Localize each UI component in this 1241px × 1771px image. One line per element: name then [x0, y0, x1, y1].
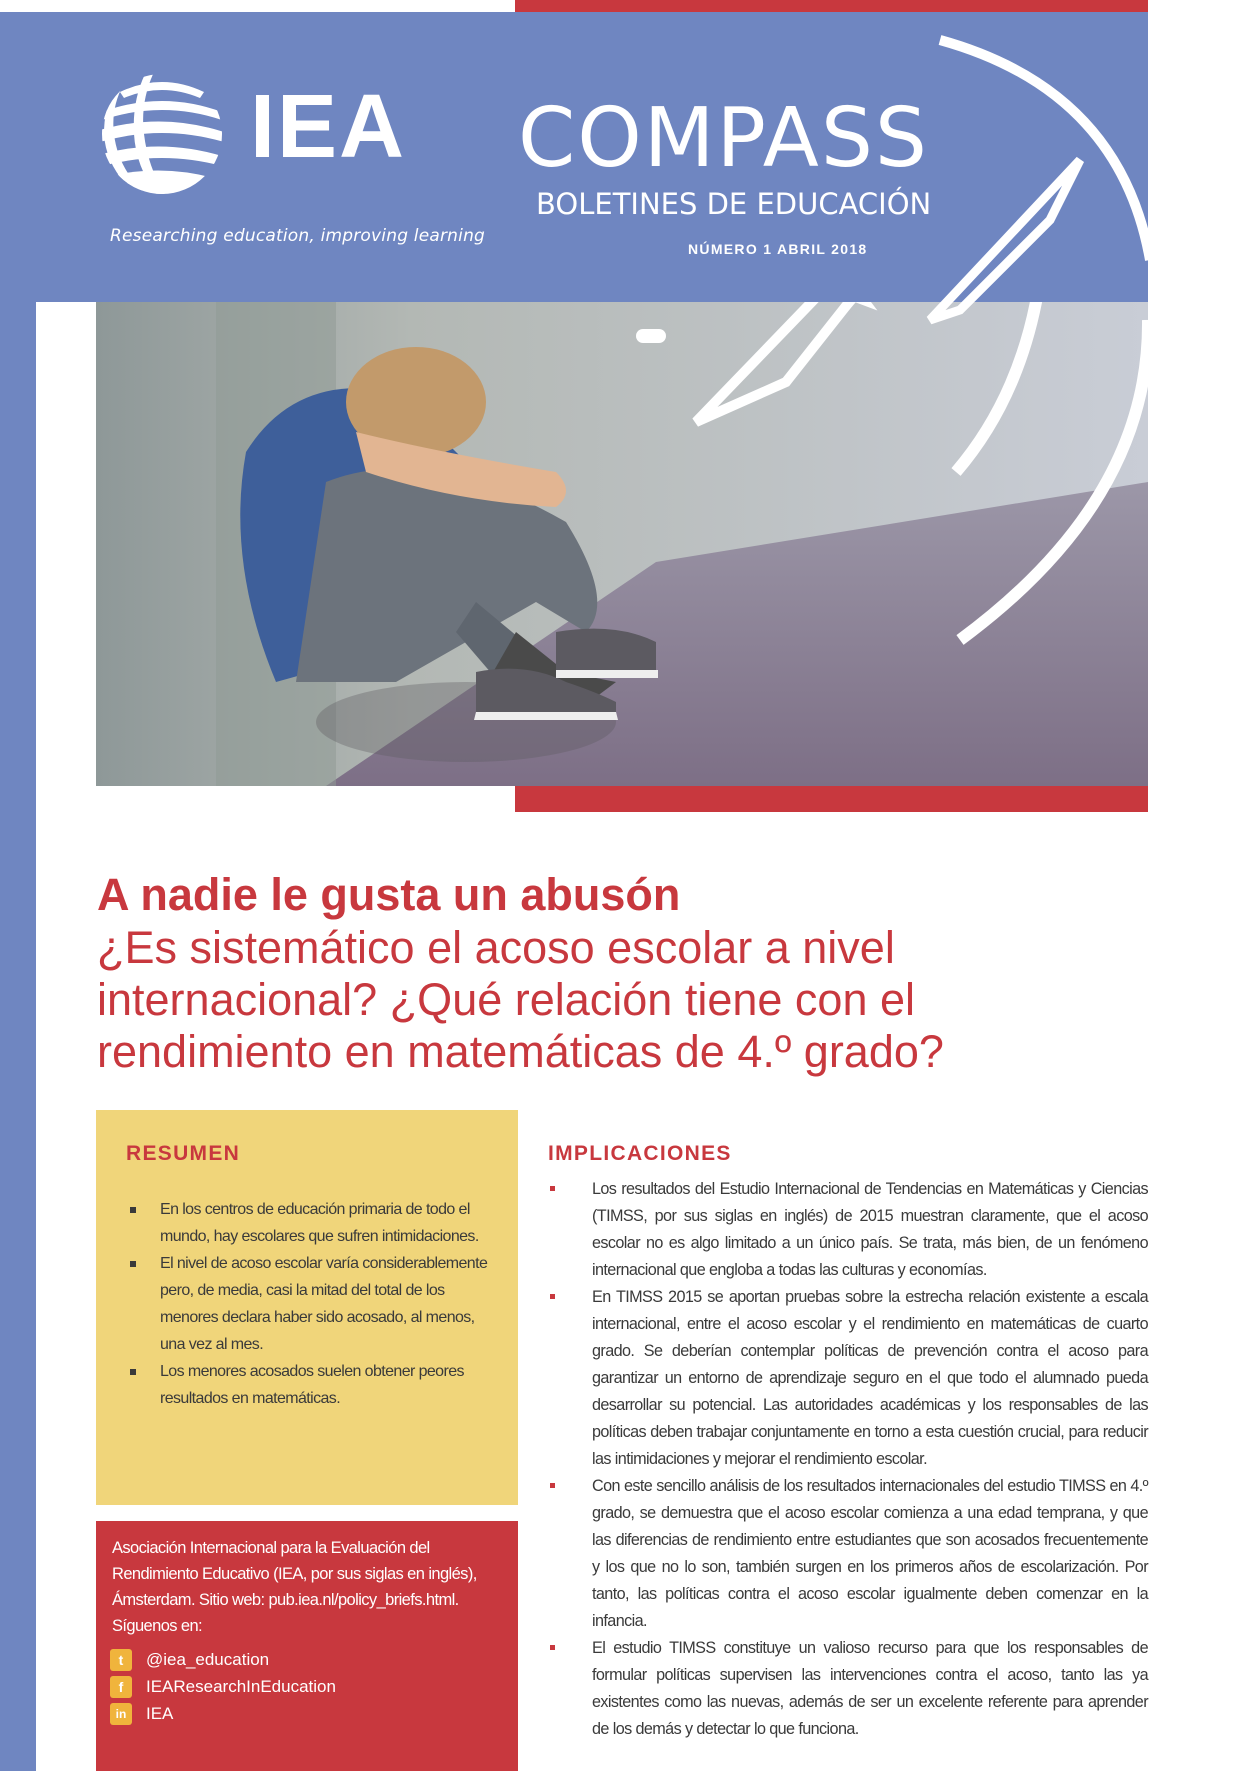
social-label[interactable]: IEAResearchInEducation	[146, 1677, 336, 1696]
summary-item: El nivel de acoso escolar varía considerablemente pero, de media, casi la mitad del total de los menores declara haber sido acosado, al menos, una vez al mes.	[126, 1250, 496, 1358]
social-label[interactable]: IEA	[146, 1704, 174, 1723]
summary-item: En los centros de educación primaria de todo el mundo, hay escolares que sufren intimidaciones.	[126, 1196, 496, 1250]
implications-list	[548, 1176, 1148, 1743]
left-accent-bar	[0, 12, 36, 1771]
summary-list	[126, 1196, 496, 1412]
facebook-icon: f	[110, 1676, 132, 1698]
social-label[interactable]: @iea_education	[146, 1650, 270, 1669]
top-accent-bar	[515, 0, 1148, 12]
left-margin	[36, 302, 96, 1771]
summary-item: Los menores acosados suelen obtener peores resultados en matemáticas.	[126, 1358, 496, 1412]
implication-item: En TIMSS 2015 se aportan pruebas sobre la estrecha relación existente a escala internacional, entre el acoso escolar y el rendimiento en matemáticas de cuarto grado. Se deberían contemplar políticas de prevención contra el acoso para garantizar un entorno de aprendizaje seguro en el que todo el alumnado pueda desarrollar su potencial. Las autoridades académicas y los responsables de las políticas deben trabajar conjuntamente en torno a esta cuestión crucial, para reducir las intimidaciones y mejorar el rendimiento escolar.	[548, 1284, 1148, 1473]
association-box	[96, 1521, 518, 1771]
association-text: Asociación Internacional para la Evaluación del Rendimiento Educativo (IEA, por sus siglas en inglés), Ámsterdam. Sitio web: pub.iea.nl/policy_briefs.html. Síguenos en:	[112, 1539, 477, 1635]
bullet-icon	[550, 1483, 555, 1488]
compass-ring-icon	[900, 20, 1240, 820]
social-linkedin[interactable]	[110, 1703, 173, 1725]
headline-subtitle: ¿Es sistemático el acoso escolar a nivel internacional? ¿Qué relación tiene con el rendimiento en matemáticas de 4.º grado?	[97, 922, 944, 1077]
publication-title: COMPASS	[518, 91, 929, 186]
bullet-icon	[130, 1207, 136, 1213]
bullet-icon	[550, 1186, 555, 1191]
social-twitter[interactable]	[110, 1649, 269, 1671]
implication-item: Con este sencillo análisis de los resultados internacionales del estudio TIMSS en 4.º grado, se demuestra que el acoso escolar comienza a una edad temprana, y que las diferencias de rendimiento entre estudiantes que son acosados frecuentemente y los que no lo son, también surgen en los primeros años de escolarización. Por tanto, las políticas contra el acoso escolar igualmente deben comenzar en la infancia.	[548, 1473, 1148, 1635]
tagline: Researching education, improving learning	[110, 226, 486, 246]
publication-subtitle: BOLETINES DE EDUCACIÓN	[536, 187, 932, 221]
summary-heading: RESUMEN	[126, 1142, 241, 1165]
social-facebook[interactable]	[110, 1676, 336, 1698]
bullet-icon	[130, 1261, 136, 1267]
summary-box	[96, 1110, 518, 1505]
twitter-icon: t	[110, 1649, 132, 1671]
issue-number-date: NÚMERO 1 ABRIL 2018	[688, 241, 868, 257]
iea-globe-logo-icon	[100, 72, 224, 196]
implication-item: Los resultados del Estudio Internacional de Tendencias en Matemáticas y Ciencias (TIMSS, por sus siglas en inglés) de 2015 muestran claramente, que el acoso escolar no es algo limitado a un único país. Se trata, más bien, de un fenómeno internacional que engloba a todas las culturas y economías.	[548, 1176, 1148, 1284]
bullet-icon	[550, 1294, 555, 1299]
bullet-icon	[550, 1645, 555, 1650]
linkedin-icon: in	[110, 1703, 132, 1725]
compass-west-marker-icon	[636, 329, 666, 343]
implications-heading: IMPLICACIONES	[548, 1142, 732, 1165]
iea-wordmark: IEA	[250, 77, 407, 177]
implication-item: El estudio TIMSS constituye un valioso recurso para que los responsables de formular políticas supervisen las intervenciones contra el acoso, tanto las ya existentes como las nuevas, además de ser un excelente referente para aprender de los demás y detectar lo que funciona.	[548, 1635, 1148, 1743]
headline: A nadie le gusta un abusón	[97, 869, 681, 920]
bullet-icon	[130, 1369, 136, 1375]
